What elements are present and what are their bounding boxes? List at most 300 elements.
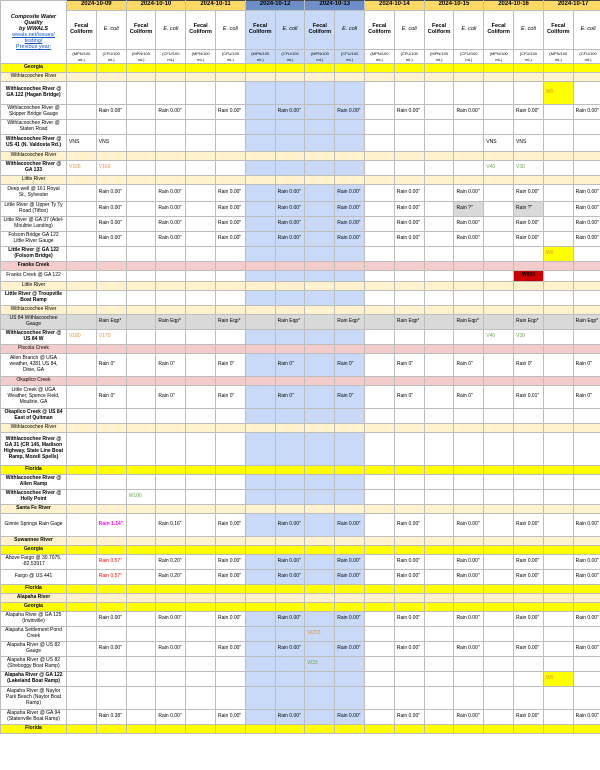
cell-value: Rain 0.00"	[396, 220, 421, 227]
cell-value: Rain 0.08"	[98, 108, 122, 115]
data-cell	[484, 185, 514, 202]
data-cell	[454, 505, 484, 514]
cell-value: Rain 0.00"	[337, 108, 361, 115]
data-cell	[67, 409, 97, 424]
data-cell	[394, 409, 424, 424]
site-row	[1, 657, 600, 672]
data-cell	[335, 555, 365, 570]
data-cell	[186, 82, 216, 105]
data-cell	[305, 612, 335, 627]
data-cell	[484, 672, 514, 687]
unit-label: (MPN/100 mL)	[126, 50, 156, 64]
data-cell	[484, 546, 514, 555]
data-cell	[454, 546, 484, 555]
data-cell	[335, 657, 365, 672]
data-cell	[245, 64, 275, 73]
data-cell	[245, 185, 275, 202]
data-cell	[424, 433, 454, 466]
data-cell	[156, 176, 186, 185]
data-cell	[305, 377, 335, 386]
data-cell	[186, 105, 216, 120]
data-cell	[96, 185, 126, 202]
data-cell	[573, 120, 600, 135]
data-cell	[245, 306, 275, 315]
cell-value: Rain 0"	[158, 393, 175, 400]
data-cell	[275, 345, 305, 354]
data-cell	[573, 386, 600, 409]
data-cell	[424, 490, 454, 505]
data-cell	[216, 64, 246, 73]
data-cell	[186, 546, 216, 555]
data-cell	[67, 73, 97, 82]
data-cell	[424, 120, 454, 135]
data-cell	[186, 475, 216, 490]
data-cell	[394, 725, 424, 734]
data-cell	[454, 152, 484, 161]
data-cell	[216, 282, 246, 291]
data-cell	[216, 594, 246, 603]
cell-value: Rain 0.00"	[396, 189, 421, 196]
testing-link-1[interactable]: wwals.net/issues/	[12, 32, 55, 38]
data-cell	[365, 217, 395, 232]
data-cell	[424, 345, 454, 354]
data-cell	[67, 354, 97, 377]
data-cell	[454, 687, 484, 710]
cell-value: Rain 0.00"	[337, 521, 361, 528]
data-cell	[335, 291, 365, 306]
site-name: Deep well @ 161 Royal St., Sylvester	[1, 185, 67, 202]
data-cell	[573, 424, 600, 433]
data-cell	[543, 603, 573, 612]
site-name: Alapaha River @ Naylor Park Beach (Naylor Boat Ramp)	[1, 687, 67, 710]
data-cell	[96, 262, 126, 271]
data-cell	[126, 120, 156, 135]
data-cell	[305, 710, 335, 725]
site-name: Little River @ Troupville Boat Ramp	[1, 291, 67, 306]
data-cell	[514, 612, 544, 627]
data-cell	[156, 657, 186, 672]
fecal-coliform-label: Fecal Coliform	[365, 10, 395, 50]
data-cell	[96, 657, 126, 672]
data-cell	[245, 161, 275, 176]
data-cell	[424, 725, 454, 734]
cell-value: Rain Eqp*	[396, 318, 420, 325]
cell-value: Rain 0.00"	[218, 220, 242, 227]
cell-value: Rain 0.00"	[396, 205, 421, 212]
cell-value: Rain 0.00"	[575, 645, 599, 652]
data-cell	[454, 291, 484, 306]
data-cell	[245, 672, 275, 687]
data-cell	[126, 306, 156, 315]
data-cell	[186, 120, 216, 135]
data-cell	[543, 161, 573, 176]
data-cell	[126, 135, 156, 152]
data-cell	[514, 570, 544, 585]
data-cell	[335, 687, 365, 710]
data-cell	[573, 185, 600, 202]
date-header: 2024-10-09	[67, 1, 127, 11]
data-cell	[96, 330, 126, 345]
data-cell	[245, 466, 275, 475]
data-cell	[543, 687, 573, 710]
data-cell	[186, 657, 216, 672]
data-cell	[275, 152, 305, 161]
data-cell	[186, 64, 216, 73]
unit-label: (CFU/100 mL)	[96, 50, 126, 64]
ecoli-label: E. coli	[394, 10, 424, 50]
data-cell	[186, 262, 216, 271]
data-cell	[394, 120, 424, 135]
river-name: Suwannee River	[1, 537, 67, 546]
section-row	[1, 585, 600, 594]
data-cell	[573, 152, 600, 161]
ecoli-label: E. coli	[275, 10, 305, 50]
data-cell	[484, 161, 514, 176]
site-name: Little River @ GA 37 (Adel-Moultrie Landing)	[1, 217, 67, 232]
data-cell	[514, 514, 544, 537]
data-cell	[67, 315, 97, 330]
data-cell	[216, 710, 246, 725]
cell-value: Rain 0.00"	[575, 235, 599, 242]
data-cell	[305, 725, 335, 734]
site-row	[1, 354, 600, 377]
data-cell	[424, 185, 454, 202]
river-name: Withlacoochee River	[1, 424, 67, 433]
data-cell	[484, 105, 514, 120]
data-cell	[514, 546, 544, 555]
data-cell	[365, 555, 395, 570]
river-row	[1, 345, 600, 354]
cell-value: Rain 0.00"	[516, 521, 540, 528]
data-cell	[454, 330, 484, 345]
data-cell	[126, 271, 156, 282]
data-cell	[216, 217, 246, 232]
cell-value: Rain 0.00"	[158, 108, 182, 115]
data-cell	[245, 710, 275, 725]
data-cell	[275, 490, 305, 505]
data-cell	[335, 612, 365, 627]
cell-value: Rain 0.00"	[516, 189, 540, 196]
data-cell	[96, 247, 126, 262]
data-cell	[365, 64, 395, 73]
data-cell	[394, 514, 424, 537]
data-cell	[573, 475, 600, 490]
data-cell	[484, 262, 514, 271]
data-cell	[454, 725, 484, 734]
data-cell	[156, 291, 186, 306]
data-cell	[275, 466, 305, 475]
data-cell	[394, 82, 424, 105]
data-cell	[156, 490, 186, 505]
data-cell	[543, 247, 573, 262]
data-cell	[365, 291, 395, 306]
data-cell	[156, 135, 186, 152]
data-cell	[245, 537, 275, 546]
data-cell	[216, 271, 246, 282]
data-cell	[245, 612, 275, 627]
data-cell	[126, 377, 156, 386]
unit-label: (MPN/100 mL)	[365, 50, 395, 64]
data-cell	[186, 612, 216, 627]
data-cell	[514, 161, 544, 176]
data-cell	[275, 642, 305, 657]
river-name: Alapaha River	[1, 594, 67, 603]
data-cell	[573, 657, 600, 672]
data-cell	[543, 475, 573, 490]
cell-value: Rain 0.00"	[218, 108, 242, 115]
data-cell	[484, 377, 514, 386]
data-cell	[424, 291, 454, 306]
data-cell	[514, 330, 544, 345]
data-cell	[394, 424, 424, 433]
data-cell	[573, 546, 600, 555]
data-cell	[275, 330, 305, 345]
data-cell	[216, 306, 246, 315]
data-cell	[543, 725, 573, 734]
data-cell	[394, 594, 424, 603]
data-cell	[424, 546, 454, 555]
data-cell	[275, 555, 305, 570]
data-cell	[216, 161, 246, 176]
data-cell	[126, 330, 156, 345]
cell-value: Rain 0.00"	[456, 521, 480, 528]
data-cell	[454, 424, 484, 433]
data-cell	[365, 354, 395, 377]
data-cell	[424, 570, 454, 585]
data-cell	[573, 217, 600, 232]
data-cell	[186, 217, 216, 232]
data-cell	[454, 105, 484, 120]
data-cell	[514, 594, 544, 603]
data-cell	[245, 262, 275, 271]
data-cell	[424, 505, 454, 514]
data-cell	[424, 232, 454, 247]
cell-value: Rain 0.20"	[158, 558, 182, 565]
cell-value: Rain 0.00"	[575, 521, 599, 528]
data-cell	[514, 105, 544, 120]
unit-label: (CFU/100 mL)	[335, 50, 365, 64]
data-cell	[186, 603, 216, 612]
data-cell	[126, 202, 156, 217]
section-name: Georgia	[1, 64, 67, 73]
cell-value: Rain 0"	[218, 393, 235, 400]
site-row	[1, 514, 600, 537]
data-cell	[245, 546, 275, 555]
ecoli-label: E. coli	[216, 10, 246, 50]
data-cell	[514, 555, 544, 570]
data-cell	[365, 612, 395, 627]
data-cell	[365, 152, 395, 161]
site-name: Franks Creek @ GA 122	[1, 271, 67, 282]
data-cell	[335, 306, 365, 315]
data-cell	[394, 152, 424, 161]
data-cell	[126, 537, 156, 546]
data-cell	[424, 247, 454, 262]
data-cell	[96, 475, 126, 490]
data-cell	[365, 710, 395, 725]
data-cell	[484, 466, 514, 475]
data-cell	[573, 490, 600, 505]
data-cell	[186, 232, 216, 247]
data-cell	[573, 603, 600, 612]
data-cell	[186, 490, 216, 505]
data-cell	[305, 594, 335, 603]
data-cell	[454, 627, 484, 642]
data-cell	[394, 627, 424, 642]
data-cell	[394, 386, 424, 409]
data-cell	[514, 409, 544, 424]
fecal-coliform-label: Fecal Coliform	[305, 10, 335, 50]
cell-value: V175	[98, 333, 111, 340]
cell-value: Rain 0.00"	[575, 573, 599, 580]
data-cell	[514, 433, 544, 466]
data-cell	[514, 217, 544, 232]
data-cell	[543, 627, 573, 642]
data-cell	[573, 594, 600, 603]
data-cell	[484, 570, 514, 585]
data-cell	[245, 657, 275, 672]
cell-value: Rain 0.00"	[277, 645, 301, 652]
data-cell	[424, 176, 454, 185]
data-cell	[186, 424, 216, 433]
data-cell	[543, 585, 573, 594]
data-cell	[573, 64, 600, 73]
previous-year-link[interactable]: Previous year:	[15, 44, 52, 50]
data-cell	[543, 73, 573, 82]
data-cell	[67, 672, 97, 687]
data-cell	[67, 262, 97, 271]
fecal-coliform-label: Fecal Coliform	[67, 10, 97, 50]
data-cell	[454, 82, 484, 105]
data-cell	[275, 135, 305, 152]
data-cell	[96, 603, 126, 612]
data-cell	[156, 315, 186, 330]
data-cell	[394, 466, 424, 475]
ecoli-label: E. coli	[96, 10, 126, 50]
cell-value: Rain 0.57"	[98, 558, 122, 565]
data-cell	[484, 120, 514, 135]
data-cell	[275, 315, 305, 330]
cell-value: Rain 0"	[337, 393, 354, 400]
data-cell	[454, 433, 484, 466]
data-cell	[275, 105, 305, 120]
data-cell	[67, 555, 97, 570]
data-cell	[394, 202, 424, 217]
site-row	[1, 687, 600, 710]
data-cell	[275, 202, 305, 217]
data-cell	[424, 202, 454, 217]
data-cell	[126, 514, 156, 537]
unit-label: (CFU/100 mL)	[394, 50, 424, 64]
data-cell	[424, 642, 454, 657]
cell-value: Rain 0.00"	[337, 558, 361, 565]
cell-value: Rain 0.00"	[337, 713, 361, 720]
data-cell	[424, 537, 454, 546]
cell-value: VNS	[516, 139, 527, 146]
testing-link-2[interactable]: testing/	[24, 38, 43, 44]
date-header-row	[1, 1, 600, 11]
data-cell	[216, 152, 246, 161]
data-cell	[394, 73, 424, 82]
data-cell	[573, 135, 600, 152]
data-cell	[156, 537, 186, 546]
cell-value: Rain 0.00"	[396, 645, 421, 652]
data-cell	[216, 627, 246, 642]
data-cell	[216, 642, 246, 657]
data-cell	[305, 176, 335, 185]
data-cell	[186, 377, 216, 386]
data-cell	[335, 315, 365, 330]
data-cell	[454, 475, 484, 490]
data-cell	[275, 710, 305, 725]
data-cell	[156, 725, 186, 734]
cell-value: Rain 0.00"	[277, 220, 301, 227]
data-cell	[394, 505, 424, 514]
site-row	[1, 185, 600, 202]
data-cell	[394, 570, 424, 585]
data-cell	[67, 185, 97, 202]
data-cell	[305, 409, 335, 424]
cell-value: V160	[98, 164, 111, 171]
data-cell	[245, 570, 275, 585]
cell-value: Rain 0.00"	[158, 235, 182, 242]
data-cell	[126, 585, 156, 594]
data-cell	[543, 282, 573, 291]
data-cell	[424, 161, 454, 176]
cell-value: Rain 0.00"	[456, 108, 480, 115]
cell-value: Rain 0.00"	[337, 189, 361, 196]
data-cell	[275, 627, 305, 642]
data-cell	[126, 282, 156, 291]
data-cell	[424, 627, 454, 642]
data-cell	[186, 505, 216, 514]
cell-value: Rain 0.00"	[218, 615, 242, 622]
data-cell	[365, 377, 395, 386]
site-row	[1, 386, 600, 409]
data-cell	[245, 73, 275, 82]
data-cell	[335, 514, 365, 537]
data-cell	[156, 354, 186, 377]
cell-value: Rain ?"	[456, 205, 473, 212]
data-cell	[335, 354, 365, 377]
section-row	[1, 546, 600, 555]
data-cell	[156, 120, 186, 135]
data-cell	[514, 247, 544, 262]
data-cell	[305, 330, 335, 345]
data-cell	[514, 345, 544, 354]
data-cell	[484, 291, 514, 306]
data-cell	[126, 345, 156, 354]
data-cell	[216, 585, 246, 594]
cell-value: Rain 0.00"	[337, 645, 361, 652]
data-cell	[454, 642, 484, 657]
site-row	[1, 612, 600, 627]
data-cell	[305, 642, 335, 657]
cell-value: W33	[307, 660, 318, 667]
data-cell	[126, 64, 156, 73]
data-cell	[186, 152, 216, 161]
data-cell	[96, 642, 126, 657]
site-row	[1, 642, 600, 657]
data-cell	[186, 282, 216, 291]
data-cell	[186, 687, 216, 710]
unit-label: (CFU/100 mL)	[454, 50, 484, 64]
data-cell	[126, 505, 156, 514]
data-cell	[514, 291, 544, 306]
data-cell	[245, 585, 275, 594]
data-cell	[424, 475, 454, 490]
cell-value: Rain 0.00"	[516, 558, 540, 565]
